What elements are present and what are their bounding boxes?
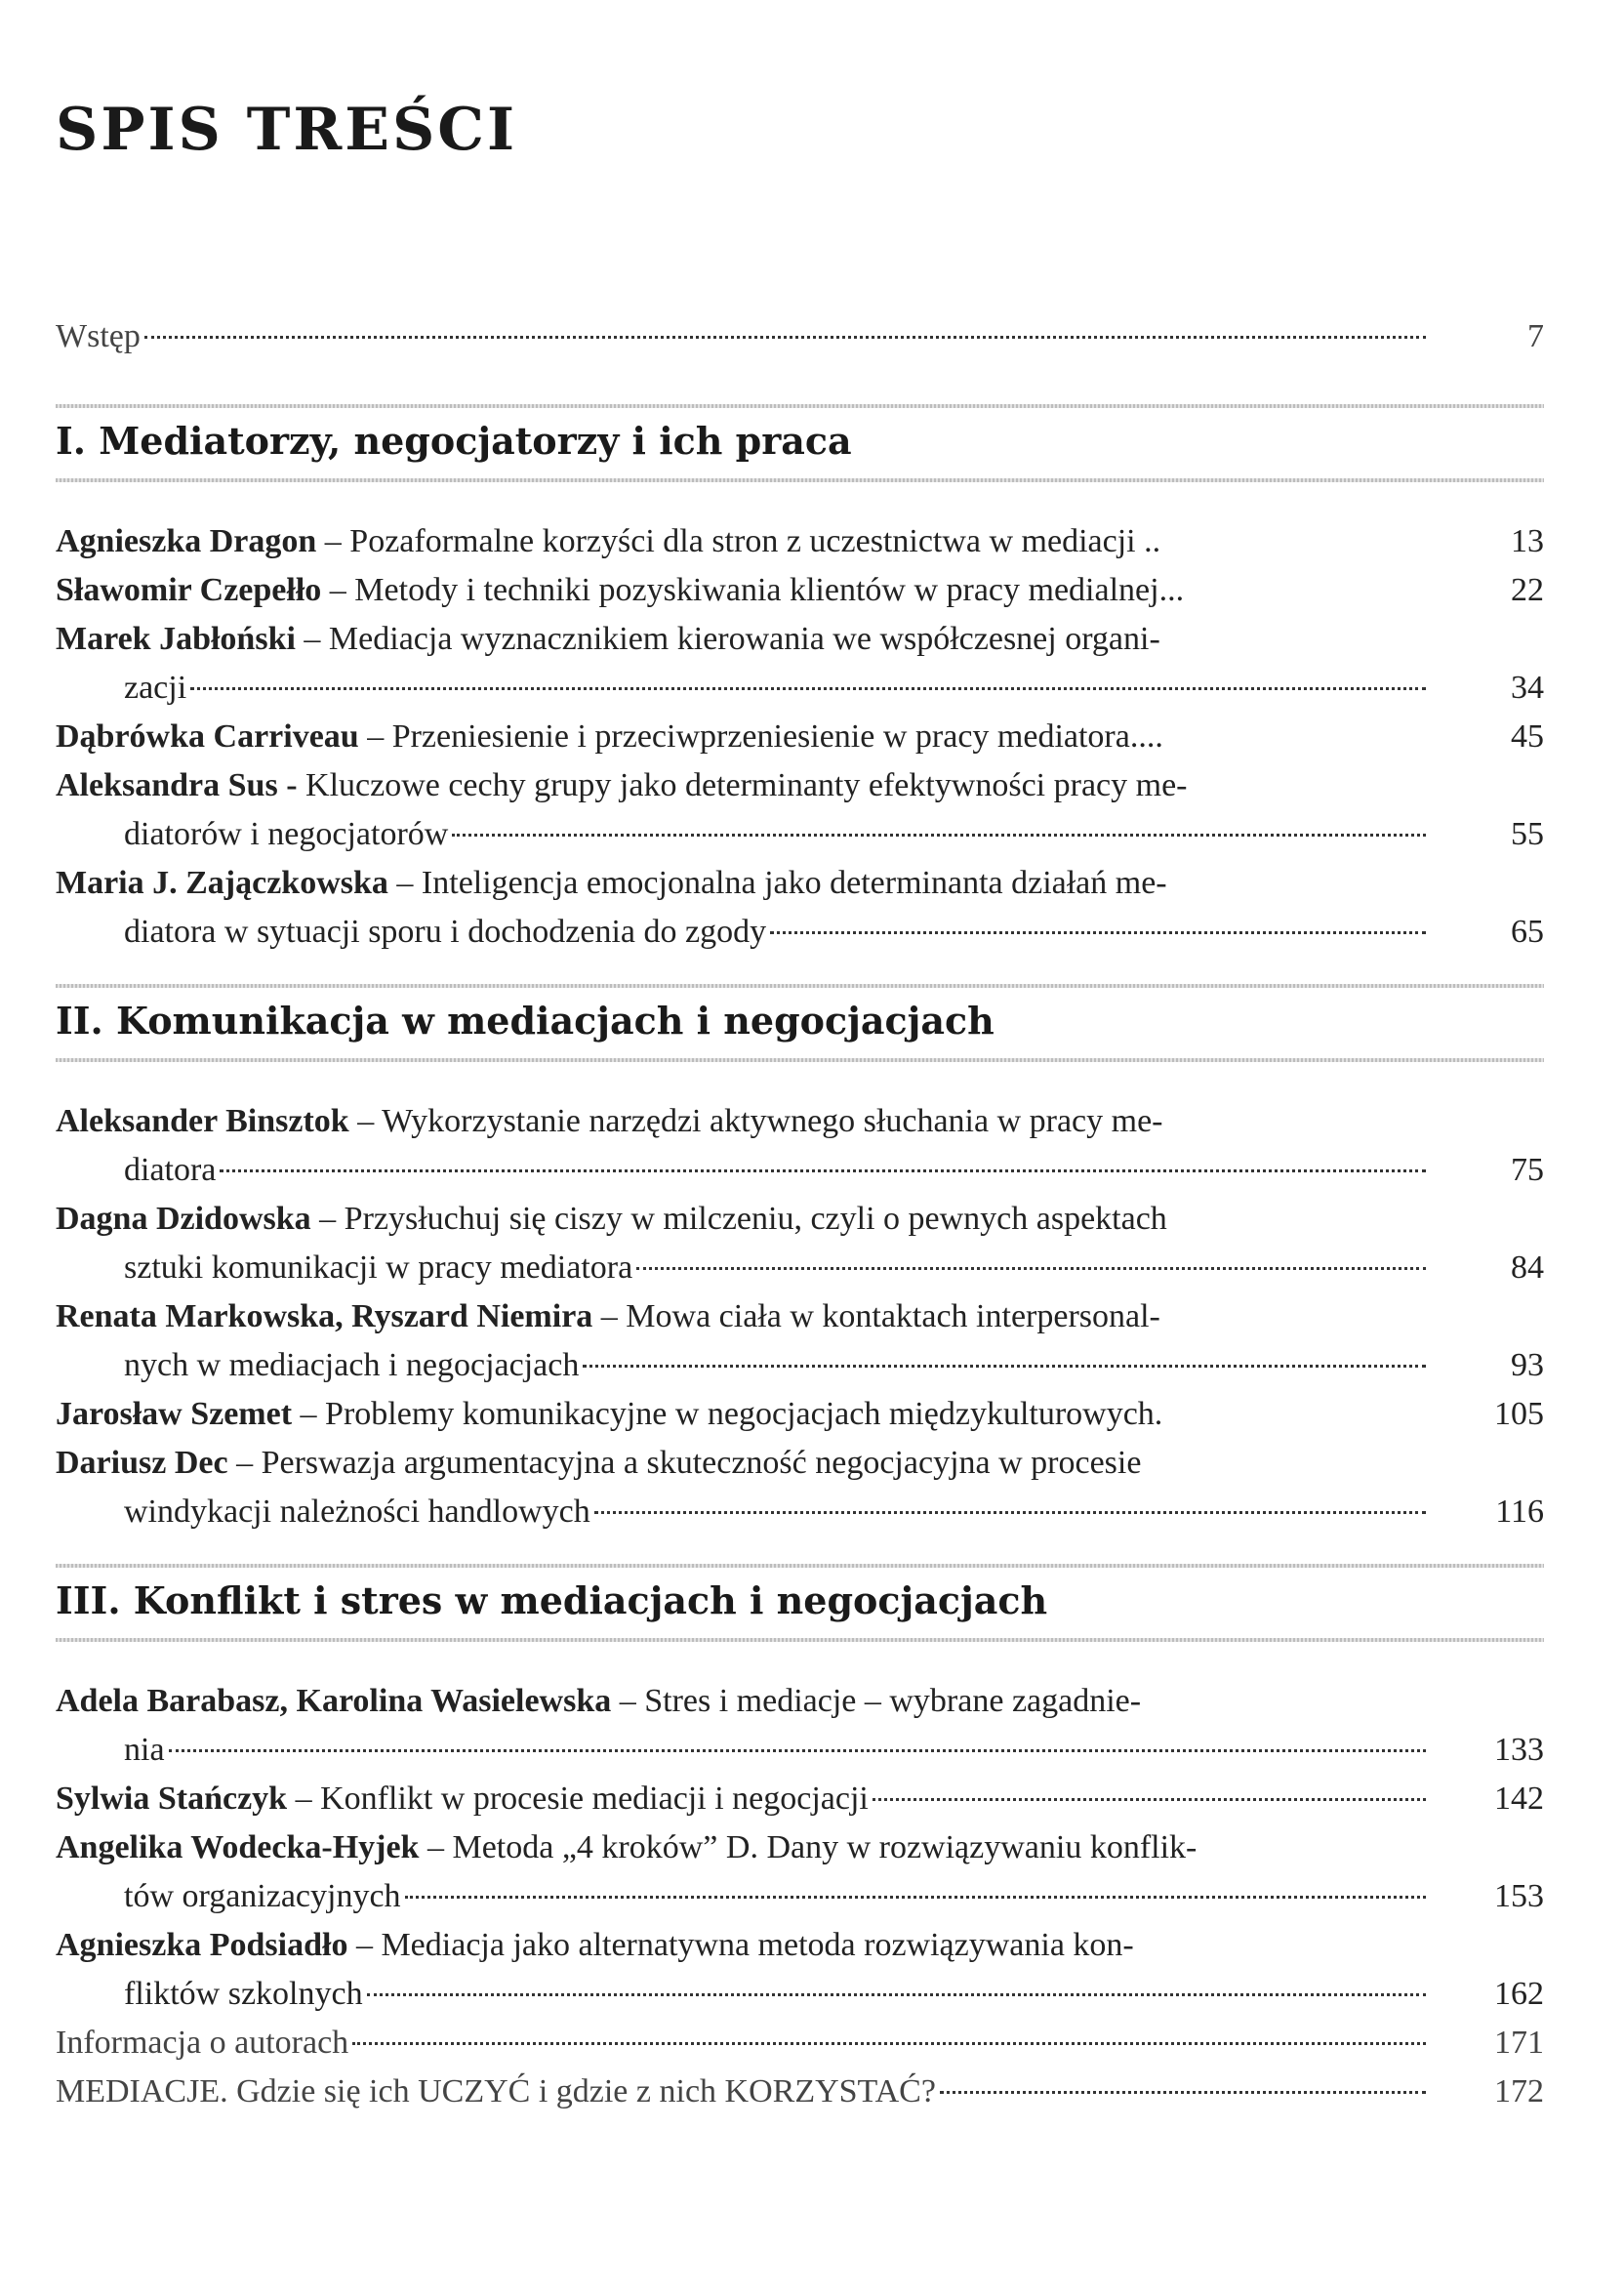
table-of-contents [56,312,1544,2116]
toc-page-number: 34 [1511,670,1544,706]
dot-leader [594,1511,1426,1514]
toc-entry-title: diatorów i negocjatorów [124,816,449,852]
toc-page-number: 75 [1511,1152,1544,1188]
toc-author: Maria J. Zajączkowska [56,865,388,901]
toc-entry [56,1677,1544,1726]
toc-entry-title: nia [124,1732,165,1768]
toc-entry [56,1097,1544,1146]
toc-author: Aleksander Binsztok [56,1103,349,1139]
toc-entry [56,615,1544,664]
toc-entry-text: MEDIACJE. Gdzie się ich UCZYĆ i gdzie z nich KORZYSTAĆ? [56,2073,936,2109]
toc-author: Adela Barabasz, Karolina Wasielewska [56,1683,612,1719]
toc-page-number: 171 [1494,2025,1544,2061]
toc-entry-title: tów organizacyjnych [124,1878,401,1914]
section-heading: I. Mediatorzy, negocjatorzy i ich praca [56,419,852,463]
toc-entry-title: – Przysłuchuj się ciszy w milczeniu, czyli o pewnych aspektach [310,1201,1167,1237]
toc-entry-title: – Metoda „4 kroków” D. Dany w rozwiązywaniu konflik- [419,1829,1198,1865]
dot-leader [405,1896,1426,1899]
toc-entry-title: – Przeniesienie i przeciwprzeniesienie w pracy mediatora.... [358,718,1163,755]
section-rule [56,984,1544,988]
toc-entry-title: – Konflikt w procesie mediacji i negocjacji [287,1781,869,1817]
dot-leader [636,1267,1426,1270]
toc-author: Dariusz Dec [56,1445,228,1481]
toc-page-number: 22 [1511,572,1544,608]
toc-entry-title: diatora [124,1152,217,1188]
toc-entry-continuation [56,1726,1544,1775]
toc-entry [56,517,1544,566]
dot-leader [452,834,1426,837]
toc-entry [56,1439,1544,1488]
toc-entry-title: – Perswazja argumentacyjna a skuteczność negocjacyjna w procesie [227,1445,1142,1481]
page-title: SPIS TREŚCI [56,96,518,164]
toc-entry [56,566,1544,615]
toc-page-number: 7 [1527,318,1544,354]
toc-author: Agnieszka Podsiadło [56,1927,348,1963]
toc-entry-title: – Pozaformalne korzyści dla stron z uczestnictwa w mediacji .. [316,523,1161,559]
dot-leader [169,1749,1426,1752]
toc-entry-text: Wstęp [56,318,141,354]
toc-page-number: 55 [1511,816,1544,852]
toc-entry-appendix [56,2068,1544,2116]
toc-author: Dagna Dzidowska [56,1201,311,1237]
section-rule [56,1564,1544,1568]
toc-entry-title: – Problemy komunikacyjne w negocjacjach międzykulturowych. [292,1396,1163,1432]
toc-author: Dąbrówka Carriveau [56,718,359,755]
toc-entry-continuation [56,1244,1544,1292]
toc-page-number: 162 [1494,1976,1544,2012]
toc-author: Marek Jabłoński [56,621,296,657]
section-rule [56,1058,1544,1062]
toc-page-number: 153 [1494,1878,1544,1914]
dot-leader [873,1798,1426,1801]
section-header [56,984,1544,1062]
toc-entry-continuation [56,1872,1544,1921]
toc-entry [56,1823,1544,1872]
toc-page-number: 84 [1511,1249,1544,1286]
toc-entry-continuation [56,1488,1544,1536]
dot-leader [352,2042,1426,2045]
toc-entry [56,1292,1544,1341]
toc-entry-title: windykacji należności handlowych [124,1494,590,1530]
toc-entry [56,1921,1544,1970]
toc-entry-continuation [56,810,1544,859]
toc-author: Renata Markowska, Ryszard Niemira [56,1298,593,1334]
toc-page-number: 105 [1494,1396,1544,1432]
toc-entry-title: – Inteligencja emocjonalna jako determinanta działań me- [387,865,1167,901]
toc-entry-continuation [56,1970,1544,2019]
toc-page-number: 116 [1495,1494,1544,1530]
section-rule [56,1638,1544,1642]
toc-page-number: 142 [1494,1781,1544,1817]
toc-entry-continuation [56,1146,1544,1195]
dot-leader [940,2091,1426,2094]
toc-page-number: 93 [1511,1347,1544,1383]
section-rule [56,404,1544,408]
dot-leader [770,931,1426,934]
toc-entry-title: – Mediacja jako alternatywna metoda rozwiązywania kon- [347,1927,1134,1963]
dot-leader [220,1169,1426,1172]
toc-entry-intro [56,312,1544,361]
toc-entry-text: Informacja o autorach [56,2025,349,2061]
toc-entry-title: sztuki komunikacji w pracy mediatora [124,1249,633,1286]
toc-author: Aleksandra Sus - [56,767,298,803]
dot-leader [583,1365,1426,1368]
section-heading: II. Komunikacja w mediacjach i negocjacjach [56,999,995,1043]
toc-entry [56,1775,1544,1823]
toc-entry-title: diatora w sytuacji sporu i dochodzenia do zgody [124,914,767,950]
toc-entry-continuation [56,1341,1544,1390]
toc-author: Sylwia Stańczyk [56,1781,288,1817]
toc-entry-title: – Metody i techniki pozyskiwania klientów w pracy medialnej... [321,572,1185,608]
toc-entry-title: – Mowa ciała w kontaktach interpersonal- [592,1298,1160,1334]
toc-entry-title: Kluczowe cechy grupy jako determinanty efektywności pracy me- [297,767,1188,803]
toc-page-number: 65 [1511,914,1544,950]
toc-entry-title: – Mediacja wyznacznikiem kierowania we współczesnej organi- [295,621,1160,657]
toc-entry [56,1195,1544,1244]
section-heading: III. Konflikt i stres w mediacjach i negocjacjach [56,1578,1048,1622]
toc-entry-continuation [56,908,1544,957]
toc-author: Angelika Wodecka-Hyjek [56,1829,420,1865]
toc-author: Sławomir Czepełło [56,572,322,608]
toc-author: Jarosław Szemet [56,1396,293,1432]
toc-entry-authors-info [56,2019,1544,2068]
toc-entry-title: nych w mediacjach i negocjacjach [124,1347,580,1383]
toc-page-number: 172 [1494,2073,1544,2109]
dot-leader [367,1993,1426,1996]
toc-entry [56,1390,1544,1439]
toc-entry-continuation [56,664,1544,713]
section-rule [56,478,1544,482]
dot-leader [190,687,1426,690]
toc-entry-title: – Stres i mediacje – wybrane zagadnie- [611,1683,1142,1719]
toc-author: Agnieszka Dragon [56,523,317,559]
toc-page-number: 13 [1511,523,1544,559]
section-header [56,404,1544,482]
toc-entry [56,713,1544,761]
toc-entry-title: – Wykorzystanie narzędzi aktywnego słuchania w pracy me- [348,1103,1163,1139]
section-header [56,1564,1544,1642]
toc-entry [56,859,1544,908]
dot-leader [144,336,1426,339]
toc-page-number: 45 [1511,718,1544,755]
toc-page-number: 133 [1494,1732,1544,1768]
toc-entry [56,761,1544,810]
toc-entry-title: fliktów szkolnych [124,1976,363,2012]
toc-entry-title: zacji [124,670,187,706]
